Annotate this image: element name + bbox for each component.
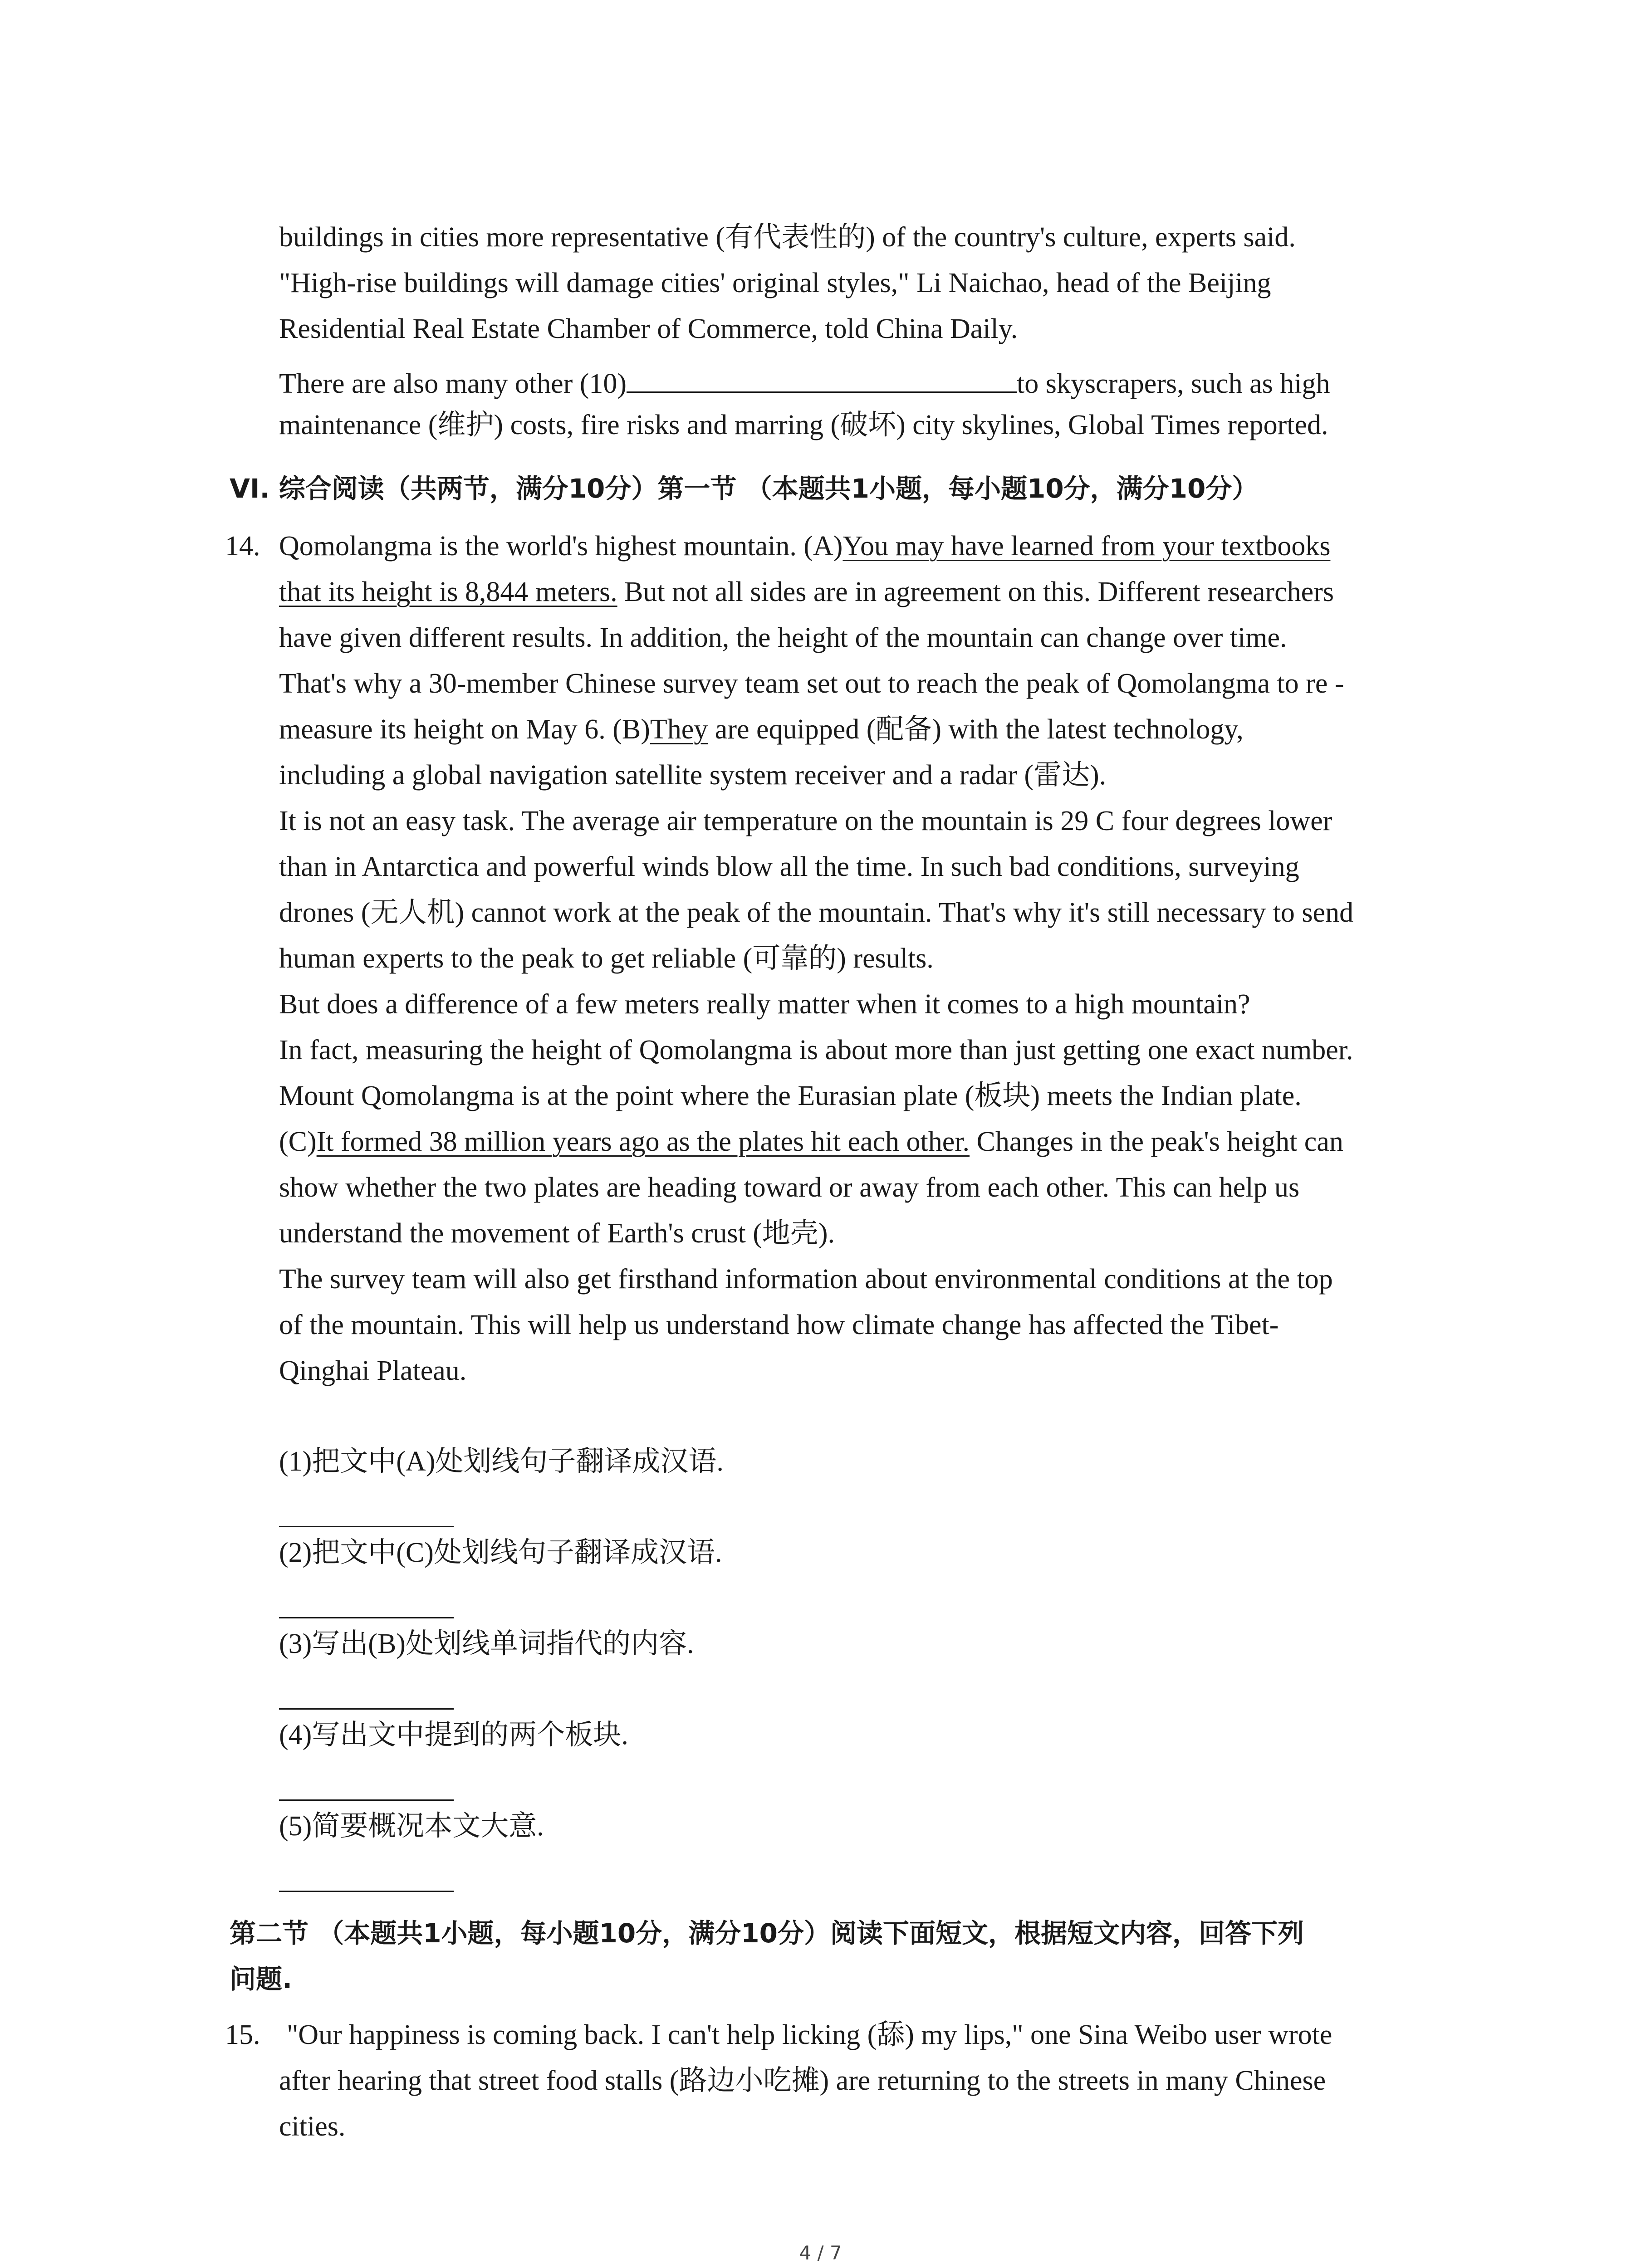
question-number: 15. (225, 2019, 260, 2050)
sub-question: (5)简要概况本文大意. (279, 1811, 544, 1842)
passage-line: Residential Real Estate Chamber of Commerce, told China Daily. (279, 313, 1018, 344)
passage-line: The survey team will also get firsthand information about environmental conditions at the top (279, 1264, 1333, 1295)
passage-line: maintenance (维护) costs, fire risks and marring (破坏) city skylines, Global Times reported. (279, 410, 1328, 440)
answer-line[interactable] (279, 1526, 454, 1527)
section-heading: 第二节 （本题共1小题，每小题10分，满分10分）阅读下面短文，根据短文内容，回答下列 (230, 1918, 1304, 1949)
passage-line: In fact, measuring the height of Qomolangma is about more than just getting one exact number. (279, 1035, 1353, 1066)
sub-question: (3)写出(B)处划线单词指代的内容. (279, 1628, 694, 1659)
passage-line: including a global navigation satellite system receiver and a radar (雷达). (279, 760, 1107, 791)
underlined-sentence-a: that its height is 8,844 meters. (279, 577, 617, 607)
passage-line: "Our happiness is coming back. I can't help licking (舔) my lips," one Sina Weibo user wrote (287, 2019, 1332, 2050)
passage-line: than in Antarctica and powerful winds blow all the time. In such bad conditions, surveying (279, 851, 1299, 882)
passage-line: Qinghai Plateau. (279, 1355, 467, 1386)
passage-line: understand the movement of Earth's crust (地壳). (279, 1218, 835, 1249)
section-heading: 问题. (230, 1964, 293, 1994)
answer-line[interactable] (279, 1891, 454, 1892)
passage-line: show whether the two plates are heading toward or away from each other. This can help us (279, 1172, 1300, 1203)
sub-question: (2)把文中(C)处划线句子翻译成汉语. (279, 1537, 722, 1568)
passage-line (279, 532, 1330, 560)
passage-text: But not all sides are in agreement on this. Different researchers (617, 577, 1334, 607)
passage-line: cities. (279, 2111, 346, 2142)
question-number: 14. (225, 531, 260, 562)
answer-line[interactable] (279, 1799, 454, 1801)
passage-text: are equipped (配备) with the latest technology, (708, 714, 1244, 745)
passage-text: Qomolangma is the world's highest mountain. (A) (279, 531, 843, 562)
underlined-word-b: They (650, 714, 708, 745)
passage-line (279, 1128, 1343, 1156)
passage-line: But does a difference of a few meters really matter when it comes to a high mountain? (279, 989, 1250, 1020)
passage-line: have given different results. In addition, the height of the mountain can change over time. (279, 622, 1287, 653)
sub-question: (1)把文中(A)处划线句子翻译成汉语. (279, 1446, 724, 1477)
sub-question: (4)写出文中提到的两个板块. (279, 1720, 628, 1750)
underlined-sentence-a: You may have learned from your textbooks (843, 531, 1331, 562)
passage-text: to skyscrapers, such as high (1017, 368, 1330, 399)
passage-line: buildings in cities more representative (有代表性的) of the country's culture, experts said. (279, 222, 1296, 253)
section-heading: VI. 综合阅读（共两节，满分10分）第一节 （本题共1小题，每小题10分，满分10分） (230, 473, 1259, 504)
passage-line: It is not an easy task. The average air temperature on the mountain is 29 C four degrees lower (279, 806, 1332, 836)
passage-line (279, 715, 1244, 743)
passage-line: "High-rise buildings will damage cities' original styles," Li Naichao, head of the Beijing (279, 268, 1271, 298)
passage-text: Changes in the peak's height can (970, 1126, 1343, 1157)
passage-line: Mount Qomolangma is at the point where the Eurasian plate (板块) meets the Indian plate. (279, 1080, 1302, 1111)
answer-line[interactable] (279, 1617, 454, 1618)
underlined-sentence-c: It formed 38 million years ago as the plates hit each other. (316, 1126, 970, 1157)
fill-blank-10[interactable] (627, 365, 1017, 393)
passage-text: (C) (279, 1126, 317, 1157)
answer-line[interactable] (279, 1708, 454, 1710)
passage-line: human experts to the peak to get reliable (可靠的) results. (279, 943, 934, 974)
passage-line (279, 578, 1334, 606)
passage-text: measure its height on May 6. (B) (279, 714, 650, 745)
page-number: 4 / 7 (799, 2242, 842, 2264)
passage-line (279, 365, 1330, 398)
passage-line: That's why a 30-member Chinese survey team set out to reach the peak of Qomolangma to re - (279, 668, 1344, 699)
passage-line: after hearing that street food stalls (路边小吃摊) are returning to the streets in many Chinese (279, 2065, 1326, 2096)
passage-line: drones (无人机) cannot work at the peak of the mountain. That's why it's still necessary to send (279, 897, 1354, 928)
passage-text: There are also many other (10) (279, 368, 627, 399)
passage-line: of the mountain. This will help us understand how climate change has affected the Tibet- (279, 1310, 1279, 1340)
